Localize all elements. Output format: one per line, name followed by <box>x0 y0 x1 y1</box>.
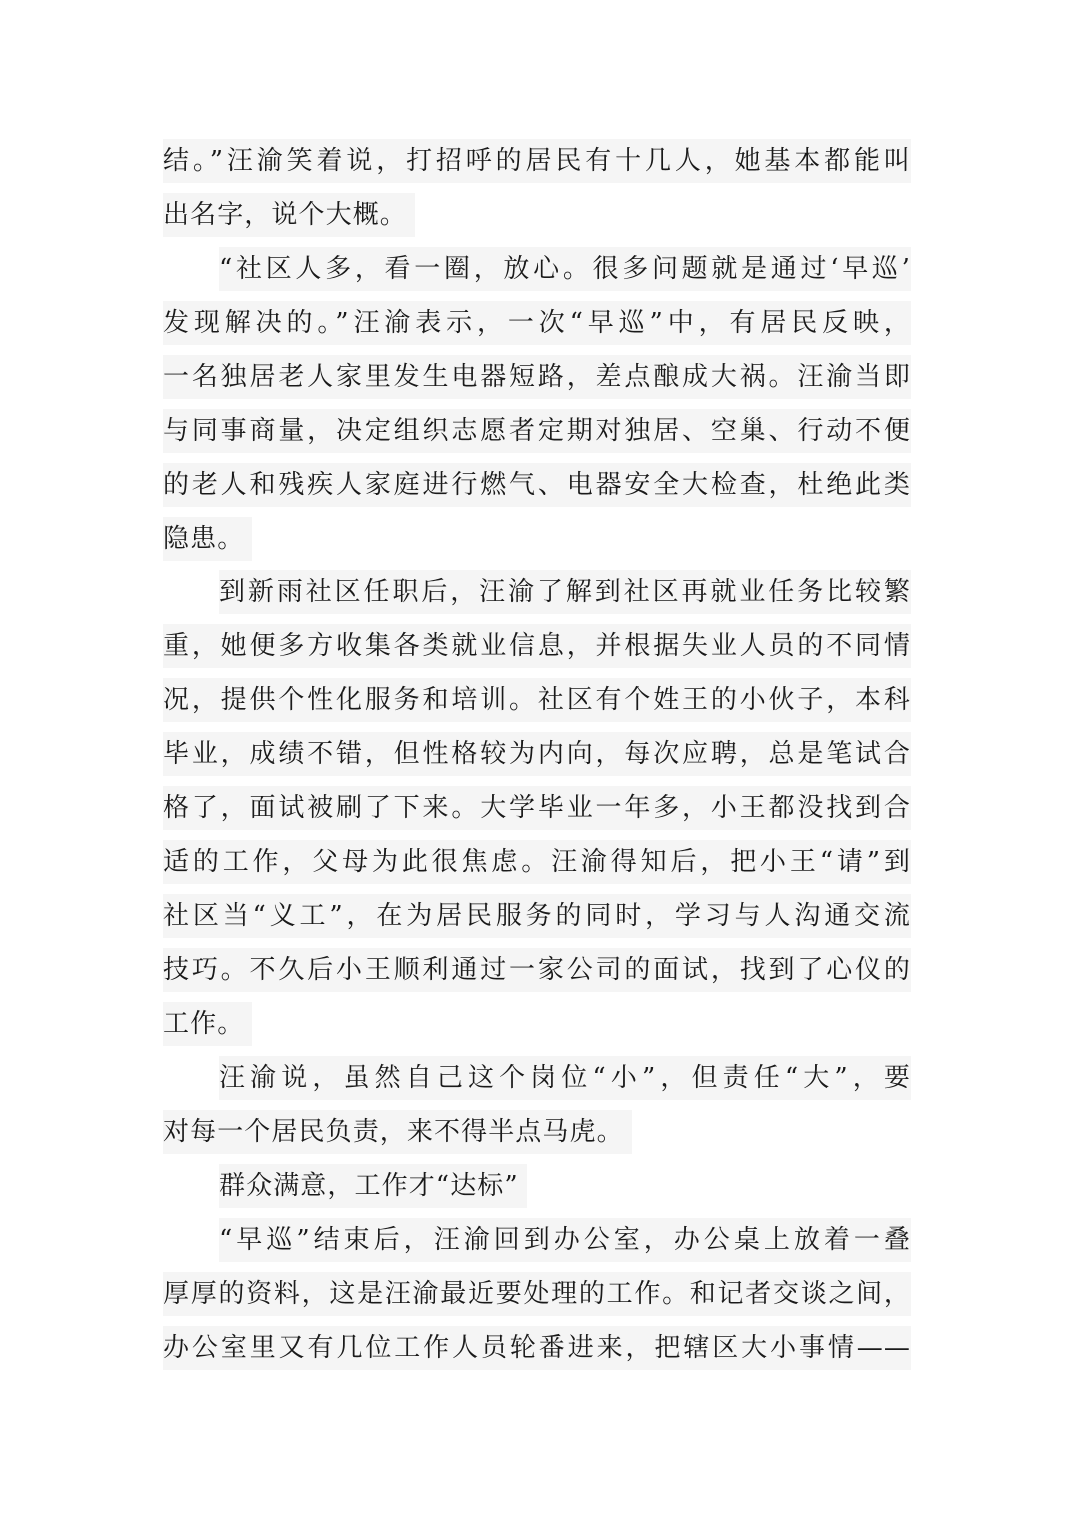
text-line: 适的工作，父母为此很焦虑。汪渝得知后，把小王“请”到 <box>163 840 911 884</box>
text-line: 隐患。 <box>163 517 252 561</box>
text-line: 与同事商量，决定组织志愿者定期对独居、空巢、行动不便 <box>163 409 911 453</box>
paragraph-first-line: 汪渝说，虽然自己这个岗位“小”，但责任“大”，要 <box>219 1056 911 1100</box>
text-line: 一名独居老人家里发生电器短路，差点酿成大祸。汪渝当即 <box>163 355 911 399</box>
text-line: 的老人和残疾人家庭进行燃气、电器安全大检查，杜绝此类 <box>163 463 911 507</box>
text-line: 办公室里又有几位工作人员轮番进来，把辖区大小事情—— <box>163 1326 911 1370</box>
text-line: 况，提供个性化服务和培训。社区有个姓王的小伙子，本科 <box>163 678 911 722</box>
text-line: 结。”汪渝笑着说，打招呼的居民有十几人，她基本都能叫 <box>163 139 911 183</box>
text-line: 格了，面试被刷了下来。大学毕业一年多，小王都没找到合 <box>163 786 911 830</box>
text-line: 社区当“义工”，在为居民服务的同时，学习与人沟通交流 <box>163 894 911 938</box>
text-line: 出名字，说个大概。 <box>163 193 415 237</box>
text-line: 发现解决的。”汪渝表示，一次“早巡”中，有居民反映， <box>163 301 911 345</box>
text-line: 技巧。不久后小王顺利通过一家公司的面试，找到了心仪的 <box>163 948 911 992</box>
text-line: 工作。 <box>163 1002 252 1046</box>
text-line: 对每一个居民负责，来不得半点马虎。 <box>163 1110 632 1154</box>
paragraph-first-line: “社区人多，看一圈，放心。很多问题就是通过‘早巡’ <box>219 247 911 291</box>
section-heading: 群众满意，工作才“达标” <box>219 1164 527 1208</box>
text-line: 厚厚的资料，这是汪渝最近要处理的工作。和记者交谈之间， <box>163 1272 911 1316</box>
text-line: 重，她便多方收集各类就业信息，并根据失业人员的不同情 <box>163 624 911 668</box>
paragraph-first-line: “早巡”结束后，汪渝回到办公室，办公桌上放着一叠 <box>219 1218 911 1262</box>
text-line: 毕业，成绩不错，但性格较为内向，每次应聘，总是笔试合 <box>163 732 911 776</box>
paragraph-first-line: 到新雨社区任职后，汪渝了解到社区再就业任务比较繁 <box>219 570 911 614</box>
